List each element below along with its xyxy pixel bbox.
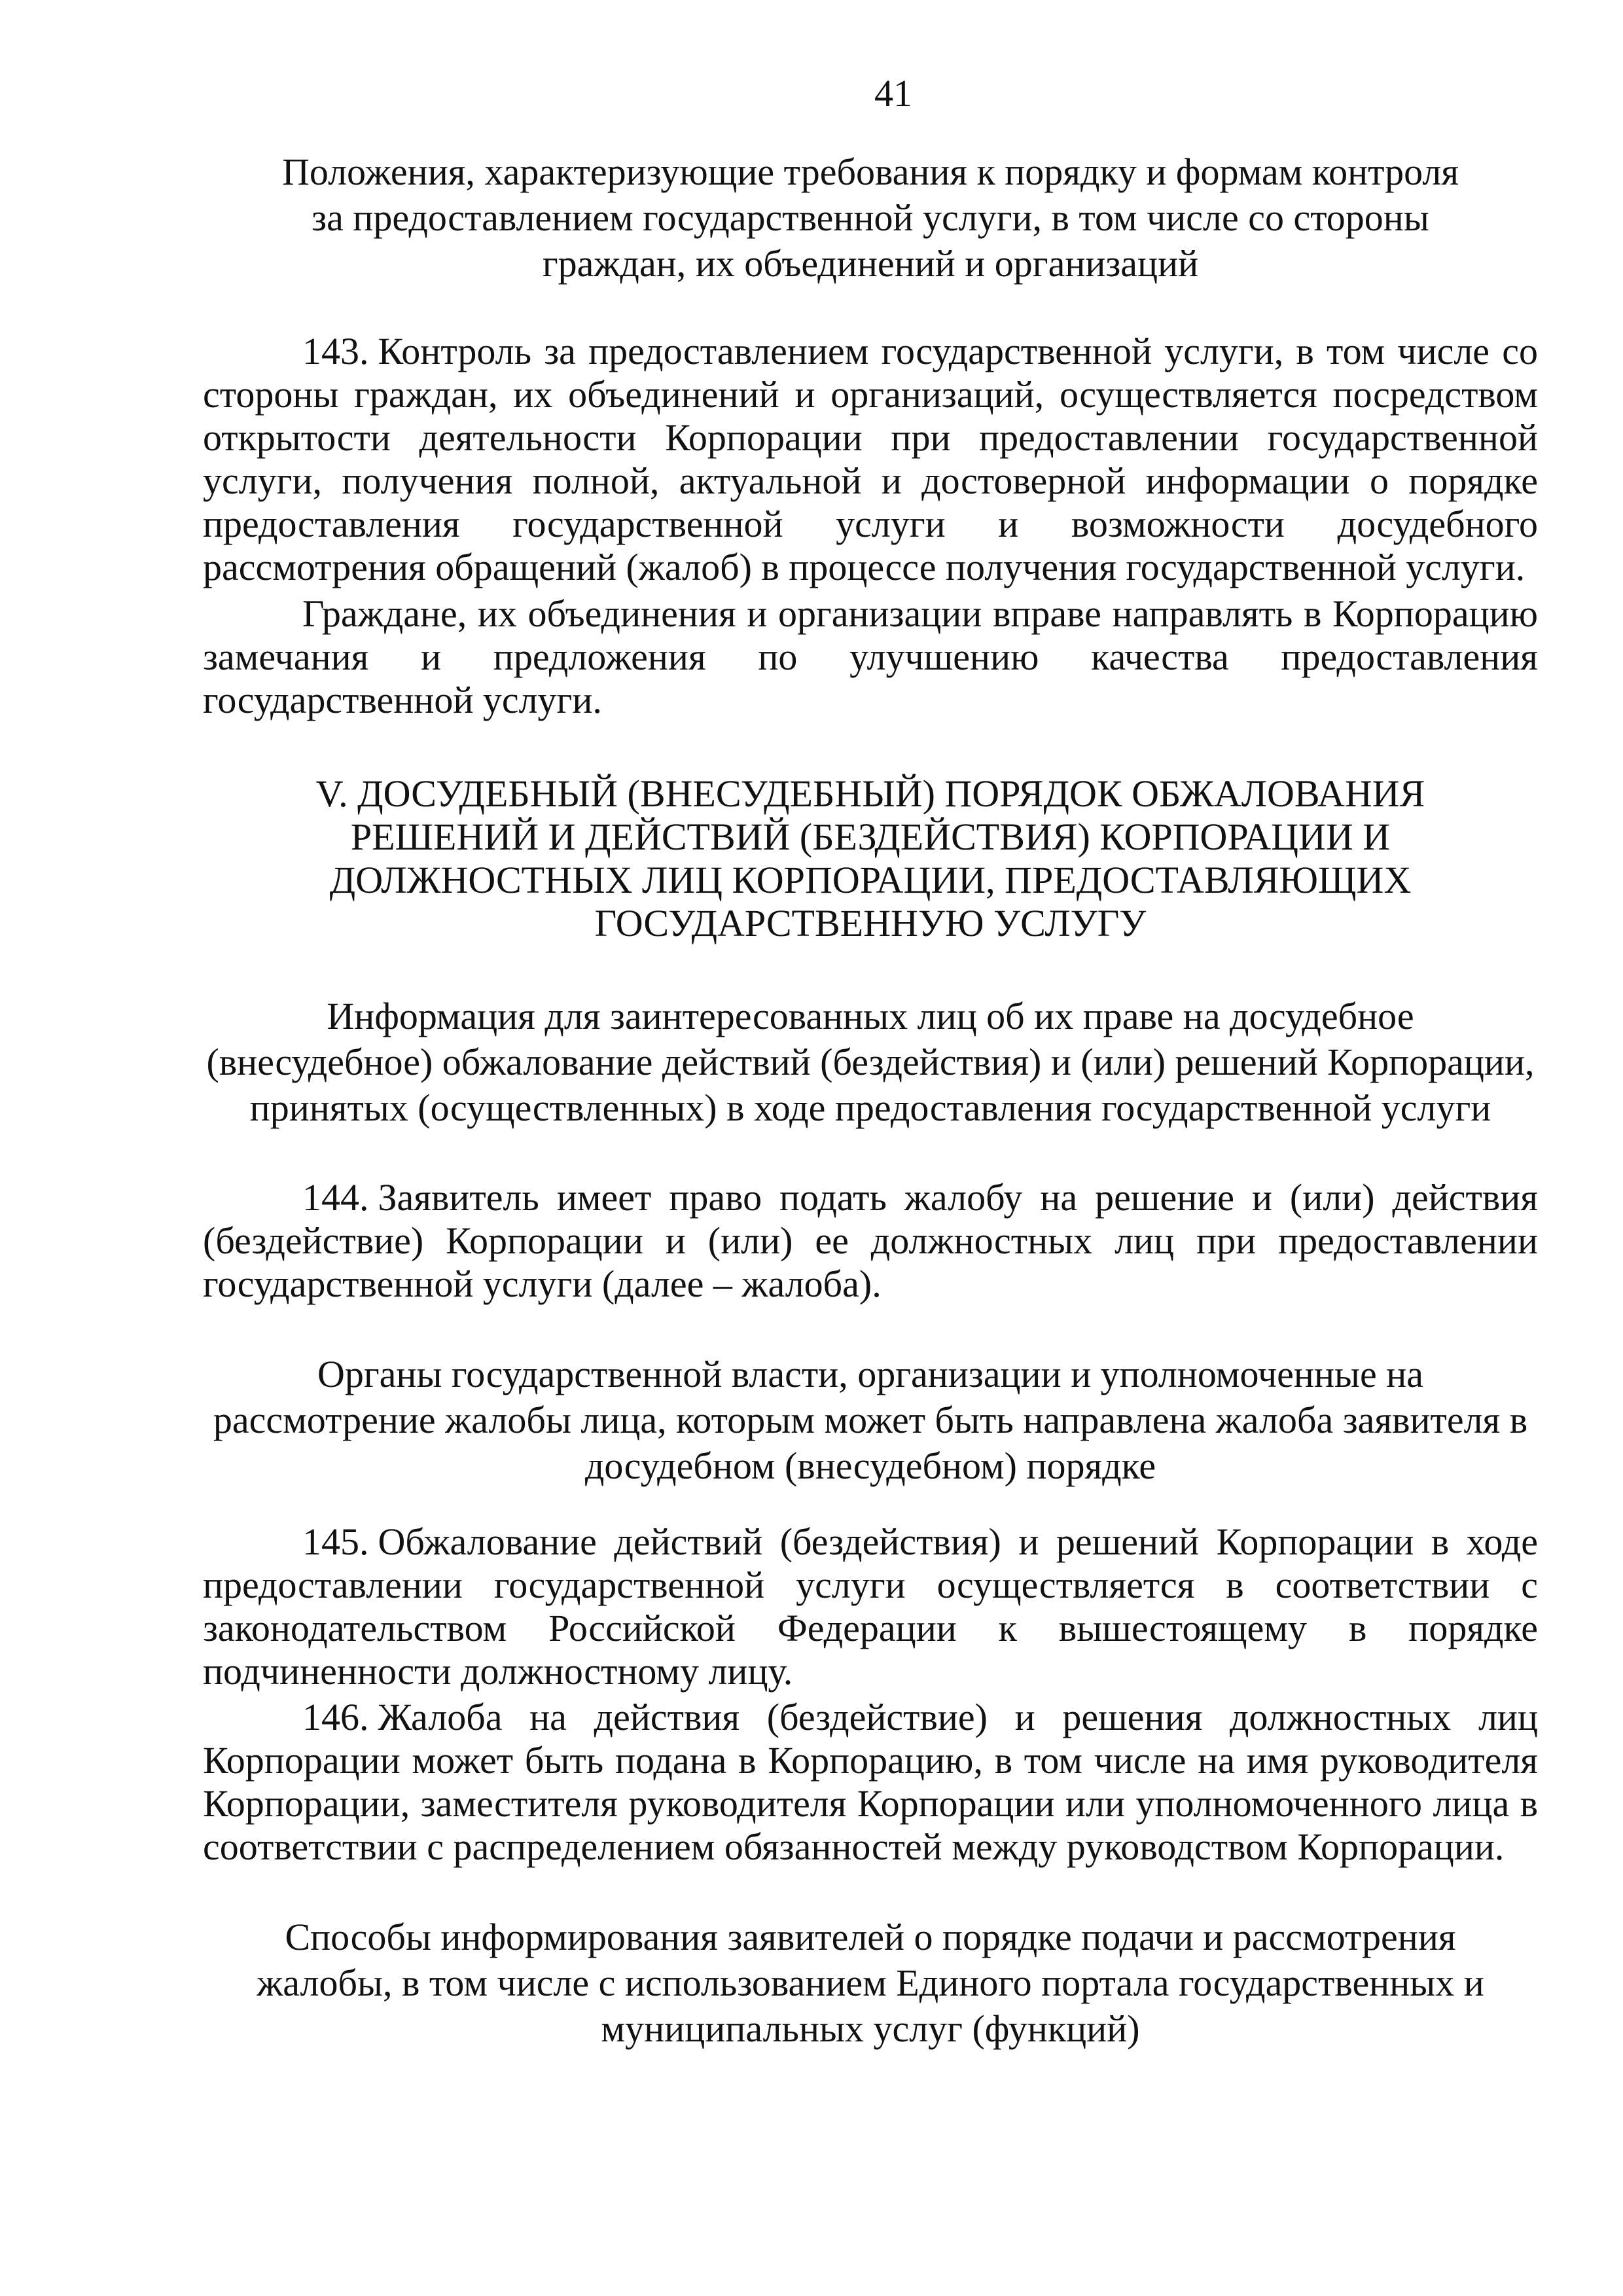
heading-line: Органы государственной власти, организации и уполномоченные на <box>317 1353 1423 1395</box>
paragraph-143-citizens <box>203 592 1538 722</box>
section-title-line: РЕШЕНИЙ И ДЕЙСТВИЙ (БЕЗДЕЙСТВИЯ) КОРПОРАЦИИ И <box>350 816 1391 858</box>
paragraph-line: 144. Заявитель имеет право подать жалобу на решение и (или) действия <box>302 1176 1538 1219</box>
page-number: 41 <box>874 72 912 115</box>
section-v-title <box>203 772 1538 945</box>
paragraph-146 <box>203 1696 1538 1869</box>
paragraph-number: 144. <box>302 1176 369 1219</box>
paragraph-line: 145. Обжалование действий (бездействия) и решений Корпорации в ходе <box>302 1520 1538 1563</box>
paragraph-line: открытости деятельности Корпорации при предоставлении государственной <box>203 416 1538 459</box>
heading-line: Информация для заинтересованных лиц об их праве на досудебное <box>327 995 1414 1037</box>
heading-authorized-bodies <box>203 1352 1538 1489</box>
paragraph-line: 143. Контроль за предоставлением государственной услуги, в том числе со <box>302 330 1538 372</box>
heading-control-requirements <box>203 149 1538 287</box>
section-title-line: V. ДОСУДЕБНЫЙ (ВНЕСУДЕБНЫЙ) ПОРЯДОК ОБЖАЛОВАНИЯ <box>315 772 1425 815</box>
paragraph-number: 146. <box>302 1696 369 1738</box>
document-page <box>203 0 1538 2296</box>
section-title-line: ДОЛЖНОСТНЫХ ЛИЦ КОРПОРАЦИИ, ПРЕДОСТАВЛЯЮЩИХ <box>329 859 1412 901</box>
heading-line: принятых (осуществленных) в ходе предоставления государственной услуги <box>249 1086 1491 1129</box>
paragraph-line: 146. Жалоба на действия (бездействие) и решения должностных лиц <box>302 1696 1538 1738</box>
paragraph-line: Корпорации, заместителя руководителя Корпорации или уполномоченного лица в <box>203 1782 1538 1825</box>
paragraph-line: замечания и предложения по улучшению качества предоставления <box>203 636 1538 678</box>
paragraph-line: государственной услуги. <box>203 679 602 721</box>
heading-line: рассмотрение жалобы лица, которым может быть направлена жалоба заявителя в <box>213 1399 1528 1441</box>
paragraph-line: услуги, получения полной, актуальной и достоверной информации о порядке <box>203 459 1538 502</box>
heading-line: за предоставлением государственной услуги, в том числе со стороны <box>312 196 1429 239</box>
paragraph-145 <box>203 1520 1538 1693</box>
paragraph-number: 143. <box>302 330 369 372</box>
heading-informing-methods <box>203 1914 1538 2052</box>
paragraph-line: (бездействие) Корпорации и (или) ее должностных лиц при предоставлении <box>203 1219 1538 1262</box>
paragraph-number: 145. <box>302 1520 369 1563</box>
paragraph-line: Корпорации может быть подана в Корпорацию, в том числе на имя руководителя <box>203 1739 1538 1782</box>
section-title-line: ГОСУДАРСТВЕННУЮ УСЛУГУ <box>594 902 1147 944</box>
paragraph-line: законодательством Российской Федерации к вышестоящему в порядке <box>203 1607 1538 1649</box>
paragraph-line: государственной услуги (далее – жалоба). <box>203 1263 882 1305</box>
paragraph-line: подчиненности должностному лицу. <box>203 1650 793 1693</box>
paragraph-line: соответствии с распределением обязанностей между руководством Корпорации. <box>203 1825 1505 1868</box>
paragraph-line: предоставлении государственной услуги осуществляется в соответствии с <box>203 1564 1538 1606</box>
heading-line: жалобы, в том числе с использованием Единого портала государственных и <box>257 1962 1484 2004</box>
heading-line: Положения, характеризующие требования к порядку и формам контроля <box>281 151 1459 193</box>
paragraph-143 <box>203 330 1538 589</box>
paragraph-144 <box>203 1176 1538 1306</box>
heading-line: досудебном (внесудебном) порядке <box>584 1444 1156 1487</box>
paragraph-line: Граждане, их объединения и организации вправе направлять в Корпорацию <box>302 592 1538 635</box>
paragraph-line: предоставления государственной услуги и возможности досудебного <box>203 503 1538 545</box>
paragraph-line: стороны граждан, их объединений и организаций, осуществляется посредством <box>203 373 1538 416</box>
paragraph-line: рассмотрения обращений (жалоб) в процессе получения государственной услуги. <box>203 546 1525 588</box>
heading-line: (внесудебное) обжалование действий (бездействия) и (или) решений Корпорации, <box>206 1041 1535 1083</box>
heading-line: Способы информирования заявителей о порядке подачи и рассмотрения <box>285 1916 1456 1958</box>
heading-line: муниципальных услуг (функций) <box>601 2007 1140 2050</box>
heading-information-rights <box>203 994 1538 1131</box>
heading-line: граждан, их объединений и организаций <box>542 242 1199 285</box>
